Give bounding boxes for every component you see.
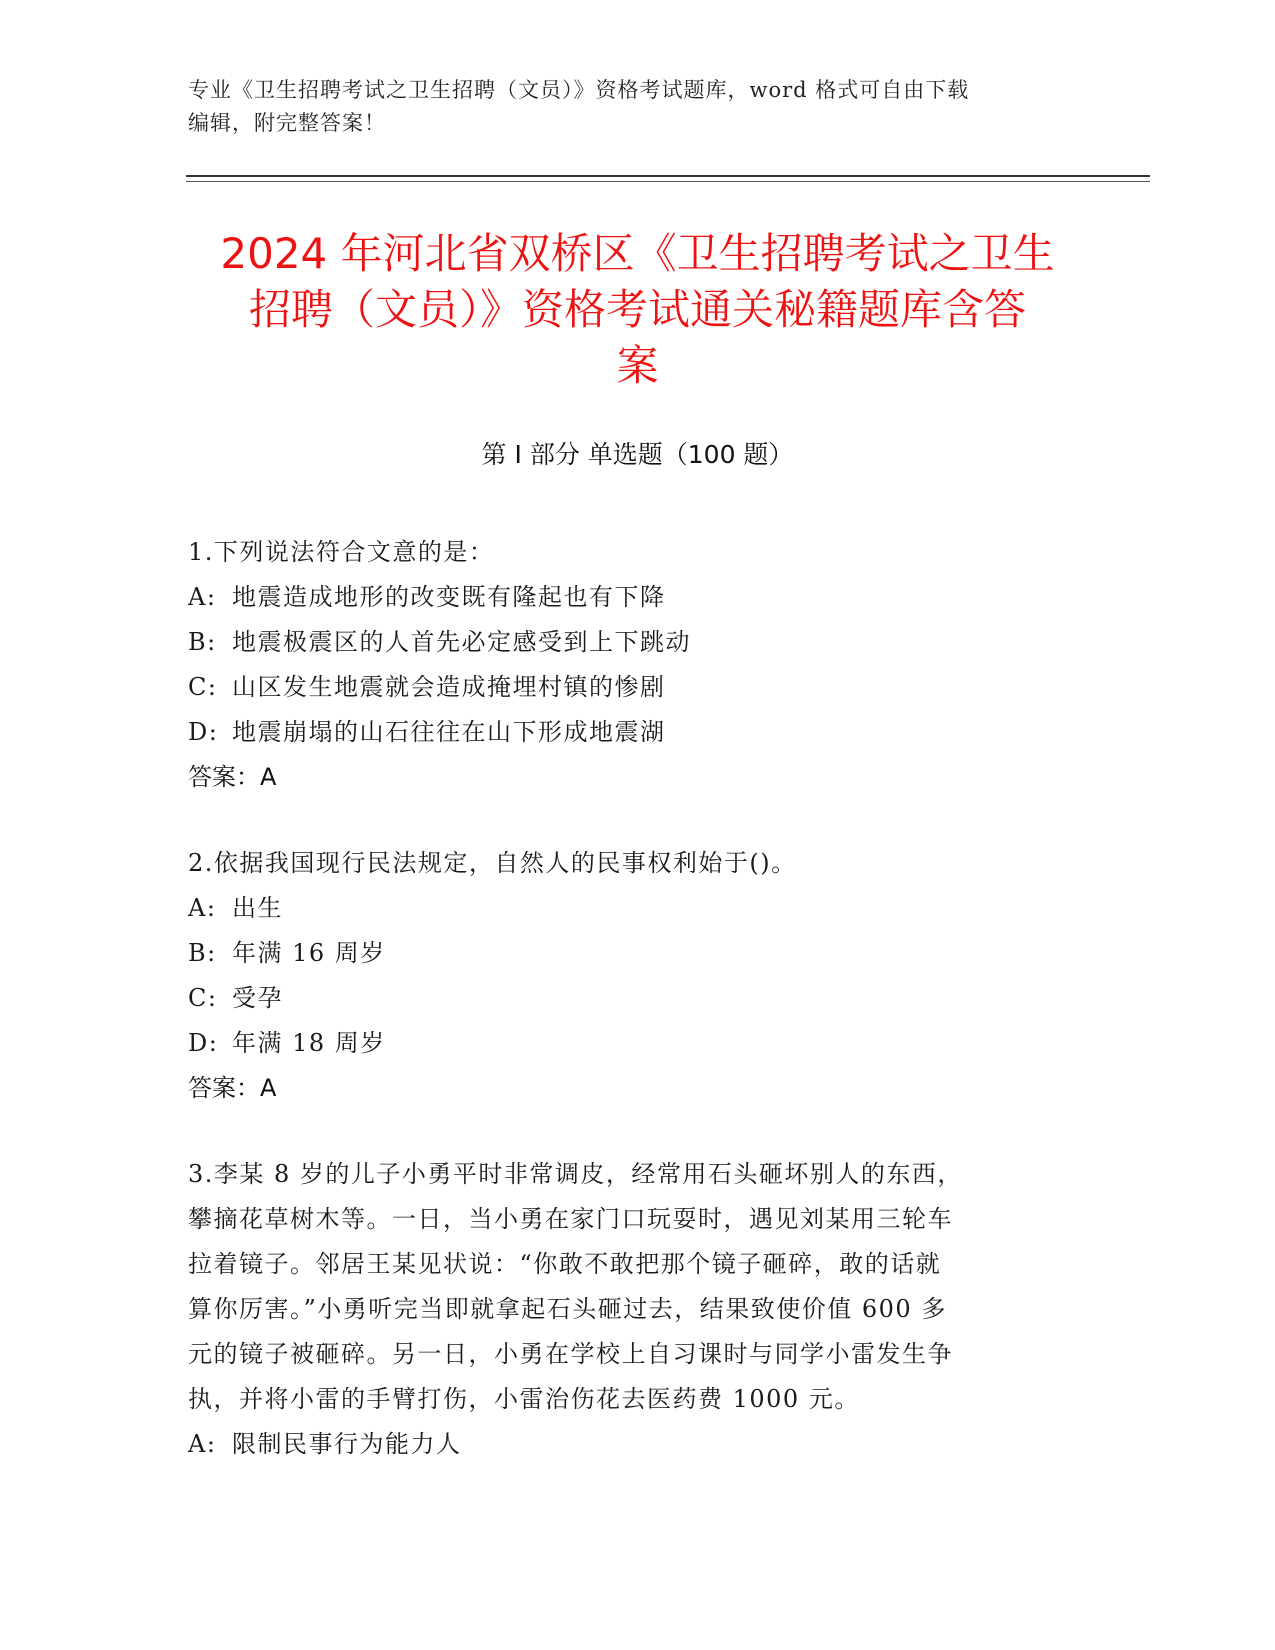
- option-text: 地震崩塌的山石往往在山下形成地震湖: [232, 718, 666, 746]
- document-title-line-1: 2024 年河北省双桥区《卫生招聘考试之卫生: [220, 229, 1055, 278]
- header-note: [188, 74, 1088, 140]
- question-stem-line: 3.李某 8 岁的儿子小勇平时非常调皮，经常用石头砸坏别人的东西，: [188, 1160, 963, 1188]
- option-letter: D:: [188, 718, 219, 746]
- question-1: [188, 530, 1068, 800]
- question-stem-line: 执，并将小雷的手臂打伤，小雷治伤花去医药费 1000 元。: [188, 1385, 860, 1413]
- answer-line: 答案：A: [188, 1074, 277, 1102]
- section-heading: 第 I 部分 单选题（100 题）: [481, 440, 794, 469]
- option-b: [188, 931, 1068, 976]
- document-title: [150, 226, 1125, 394]
- header-note-line-2: 编辑，附完整答案！: [188, 111, 386, 135]
- option-text: 地震造成地形的改变既有隆起也有下降: [232, 583, 666, 611]
- option-letter: C:: [188, 984, 218, 1012]
- option-c: [188, 665, 1068, 710]
- option-text: 山区发生地震就会造成掩埋村镇的惨剧: [232, 673, 666, 701]
- question-stem: 2.依据我国现行民法规定，自然人的民事权利始于()。: [188, 849, 797, 877]
- option-d: [188, 1021, 1068, 1066]
- option-letter: D:: [188, 1029, 219, 1057]
- option-a: [188, 886, 1068, 931]
- option-a: [188, 575, 1068, 620]
- question-stem-line: 攀摘花草树木等。一日，当小勇在家门口玩耍时，遇见刘某用三轮车: [188, 1205, 953, 1233]
- question-3: [188, 1152, 1068, 1467]
- option-text: 受孕: [232, 984, 283, 1012]
- option-b: [188, 620, 1068, 665]
- option-text: 限制民事行为能力人: [232, 1430, 462, 1458]
- option-a: [188, 1422, 1068, 1467]
- answer-line: 答案：A: [188, 763, 277, 791]
- question-stem-line: 拉着镜子。邻居王某见状说：“你敢不敢把那个镜子砸碎，敢的话就: [188, 1250, 942, 1278]
- option-letter: B:: [188, 628, 217, 656]
- option-text: 年满 16 周岁: [232, 939, 386, 967]
- option-letter: A:: [188, 894, 217, 922]
- option-letter: B:: [188, 939, 217, 967]
- option-c: [188, 976, 1068, 1021]
- document-title-line-3: 案: [616, 341, 659, 390]
- question-stem-line: 算你厉害。”小勇听完当即就拿起石头砸过去，结果致使价值 600 多: [188, 1295, 947, 1323]
- option-letter: C:: [188, 673, 218, 701]
- header-divider-thin: [186, 181, 1150, 182]
- option-letter: A:: [188, 1430, 217, 1458]
- option-text: 地震极震区的人首先必定感受到上下跳动: [232, 628, 691, 656]
- question-stem: 1.下列说法符合文意的是：: [188, 538, 495, 566]
- document-title-line-2: 招聘（文员）》资格考试通关秘籍题库含答: [248, 285, 1026, 334]
- option-d: [188, 710, 1068, 755]
- question-2: [188, 841, 1068, 1111]
- header-divider-thick: [186, 175, 1150, 177]
- question-stem-line: 元的镜子被砸碎。另一日，小勇在学校上自习课时与同学小雷发生争: [188, 1340, 953, 1368]
- option-text: 出生: [232, 894, 283, 922]
- header-note-line-1: 专业《卫生招聘考试之卫生招聘（文员）》资格考试题库，word 格式可自由下载: [188, 78, 970, 102]
- option-letter: A:: [188, 583, 217, 611]
- option-text: 年满 18 周岁: [232, 1029, 386, 1057]
- question-list: [188, 530, 1068, 1508]
